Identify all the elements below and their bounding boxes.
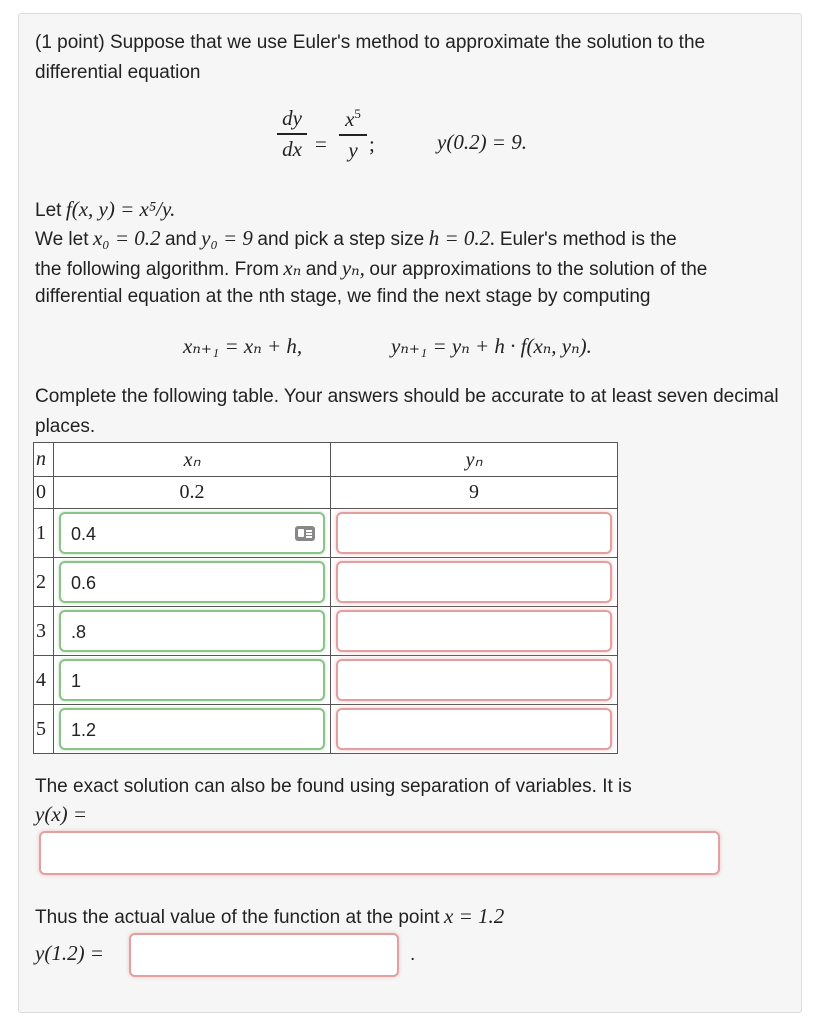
header-yn: yₙ	[331, 443, 618, 477]
x-answer-cell	[54, 607, 331, 656]
text: and	[305, 259, 338, 280]
text: the following algorithm. From	[35, 259, 279, 280]
yx-label: y(x) =	[35, 802, 88, 826]
y-answer-cell	[331, 509, 618, 558]
x1-input[interactable]	[59, 512, 325, 554]
xn-var: xₙ	[283, 256, 302, 280]
dy-numerator: dy	[282, 106, 302, 130]
x5-numerator	[339, 106, 367, 132]
table-header-row	[34, 443, 618, 477]
text: our approximations to the solution of the	[369, 259, 708, 280]
text: and	[164, 229, 197, 250]
intro-text: (1 point) Suppose that we use Euler's method to approximate the solution to the differential equation	[35, 32, 706, 83]
y12-label: y(1.2) =	[35, 941, 104, 965]
x-answer-cell	[54, 656, 331, 705]
n-cell: 4	[34, 656, 54, 705]
n-cell: 1	[34, 509, 54, 558]
h-value: h = 0.2.	[428, 226, 496, 250]
equals-sign: =	[315, 132, 327, 156]
dy-dx-fraction	[277, 106, 307, 162]
y-answer-cell	[331, 558, 618, 607]
text: We let	[35, 229, 89, 250]
x5-y-fraction	[339, 106, 367, 163]
n-cell: 2	[34, 558, 54, 607]
f-definition: f(x, y) = x⁵/y.	[65, 197, 176, 221]
exponent-5: 5	[354, 106, 361, 121]
header-n: n	[34, 443, 54, 477]
text: Euler's method is the	[499, 229, 677, 250]
setup-line-2	[35, 256, 707, 281]
y-step-formula: yₙ₊₁ = yₙ + h · f(xₙ, yₙ).	[391, 334, 592, 358]
x-answer-cell	[54, 705, 331, 754]
x5-input[interactable]: 1.2	[59, 708, 325, 750]
exact-solution-text: The exact solution can also be found using separation of variables. It is	[35, 776, 632, 797]
x0-value: x₀ = 0.2	[92, 226, 161, 250]
table-row	[34, 705, 618, 754]
y-answer-cell	[331, 607, 618, 656]
x-var: x	[345, 107, 355, 131]
answer-card-icon[interactable]	[295, 526, 315, 541]
x-answer-cell	[54, 558, 331, 607]
let-label: Let	[35, 200, 62, 221]
x-answer-cell	[54, 509, 331, 558]
x4-input[interactable]: 1	[59, 659, 325, 701]
y1-input[interactable]	[336, 512, 612, 554]
x-point: x = 1.2	[444, 904, 505, 928]
x0-cell: 0.2	[54, 477, 331, 509]
x2-input[interactable]: 0.6	[59, 561, 325, 603]
table-row-0	[34, 477, 618, 509]
table-row	[34, 607, 618, 656]
y-denominator: y	[348, 137, 358, 162]
y4-input[interactable]	[336, 659, 612, 701]
table-row	[34, 656, 618, 705]
dx-denominator: dx	[282, 136, 302, 161]
text: and pick a step size	[257, 229, 425, 250]
y3-input[interactable]	[336, 610, 612, 652]
x1-value: 0.4	[71, 524, 97, 544]
trailing-period: .	[410, 944, 416, 965]
n-cell: 3	[34, 607, 54, 656]
table-row	[34, 509, 618, 558]
header-xn: xₙ	[54, 443, 331, 477]
n-cell: 5	[34, 705, 54, 754]
y12-input[interactable]	[129, 933, 399, 977]
instructions-text: Complete the following table. Your answers should be accurate to at least seven decimal places.	[35, 386, 779, 437]
fraction-bar	[277, 133, 307, 135]
yn-var: yₙ,	[341, 256, 365, 280]
let-line	[35, 197, 175, 222]
table-row	[34, 558, 618, 607]
n-cell: 0	[34, 477, 54, 509]
text: Thus the actual value of the function at the point	[35, 907, 440, 928]
setup-line-1	[35, 226, 677, 251]
initial-condition: y(0.2) = 9.	[437, 130, 527, 154]
actual-value-line	[35, 904, 504, 929]
fraction-bar	[339, 134, 367, 136]
semicolon: ;	[369, 132, 375, 156]
y2-input[interactable]	[336, 561, 612, 603]
y0-value: y₀ = 9	[201, 226, 253, 250]
euler-table	[33, 442, 618, 754]
x3-input[interactable]: .8	[59, 610, 325, 652]
problem-card	[18, 13, 802, 1013]
y5-input[interactable]	[336, 708, 612, 750]
exact-solution-input[interactable]	[39, 831, 720, 875]
setup-line-3: differential equation at the nth stage, we find the next stage by computing	[35, 286, 651, 307]
y0-cell: 9	[331, 477, 618, 509]
y-answer-cell	[331, 656, 618, 705]
y-answer-cell	[331, 705, 618, 754]
x-step-formula: xₙ₊₁ = xₙ + h,	[183, 334, 303, 358]
